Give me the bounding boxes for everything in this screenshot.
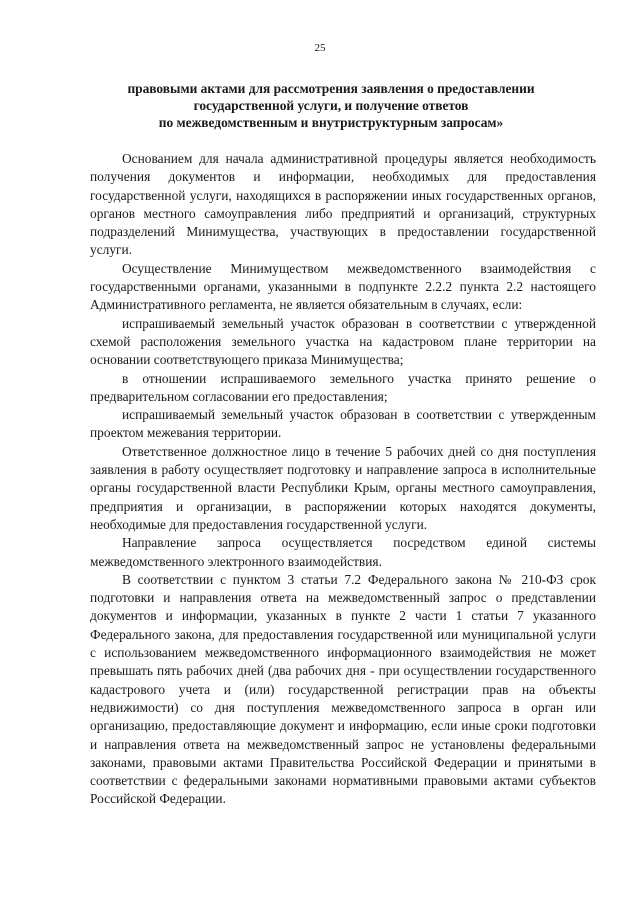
page-number: 25 [314, 42, 326, 54]
paragraph-response-deadline: В соответствии с пунктом 3 статьи 7.2 Федерального закона № 210-ФЗ срок подготовки и направления ответа на межведомственный запрос о представлении документов и информации, указанных в пункте 2 части 1 статьи 7 указанного Федерального закона, для предоставления государственной или муниципальной услуги с использованием межведомственного информационного взаимодействия не может превышать пять рабочих дней (два рабочих дня - при осуществлении государственного кадастрового учета и (или) государственной регистрации прав на объекты недвижимости) со дня поступления межведомственного запроса в орган или организацию, предоставляющие документ и информацию, если иные сроки подготовки и направления ответа на межведомственный запрос не установлены федеральными законами, правовыми актами Правительства Российской Федерации и принятыми в соответствии с федеральными законами нормативными правовыми актами субъектов Российской Федерации. [90, 571, 596, 807]
paragraph-basis: Основанием для начала административной процедуры является необходимость получения документов и информации, необходимых для предоставления государственной услуги, находящихся в распоряжении иных государственных органов, органов местного самоуправления либо предприятий и организаций, структурных подразделений Минимущества, участвующих в предоставлении государственной услуги. [90, 151, 596, 258]
section-heading [84, 80, 578, 131]
heading-line-3: по межведомственным и внутриструктурным запросам» [158, 115, 504, 130]
heading-line-1: правовыми актами для рассмотрения заявления о предоставлении [127, 81, 535, 96]
paragraph-case-scheme: испрашиваемый земельный участок образован в соответствии с утвержденной схемой расположения земельного участка на кадастровом плане территории на основании соответствующего приказа Минимущества; [90, 315, 596, 368]
document-body [90, 150, 596, 809]
heading-line-2: государственной услуги, и получение ответов [193, 98, 469, 113]
paragraph-request-channel: Направление запроса осуществляется посредством единой системы межведомственного электронного взаимодействия. [90, 535, 596, 569]
paragraph-case-preliminary: в отношении испрашиваемого земельного участка принято решение о предварительном согласовании его предоставления; [90, 370, 596, 404]
paragraph-interaction-not-required: Осуществление Минимуществом межведомственного взаимодействия с государственными органами, указанными в подпункте 2.2.2 пункта 2.2 настоящего Административного регламента, не является обязательным в случаях, если: [90, 260, 596, 313]
paragraph-responsible-official: Ответственное должностное лицо в течение 5 рабочих дней со дня поступления заявления в работу осуществляет подготовку и направление запроса в исполнительные органы государственной власти Республики Крым, органы местного самоуправления, предприятия и организации, в распоряжении которых находятся документы, необходимые для предоставления государственной услуги. [90, 443, 596, 532]
paragraph-case-survey-project: испрашиваемый земельный участок образован в соответствии с утвержденным проектом межевания территории. [90, 407, 596, 441]
